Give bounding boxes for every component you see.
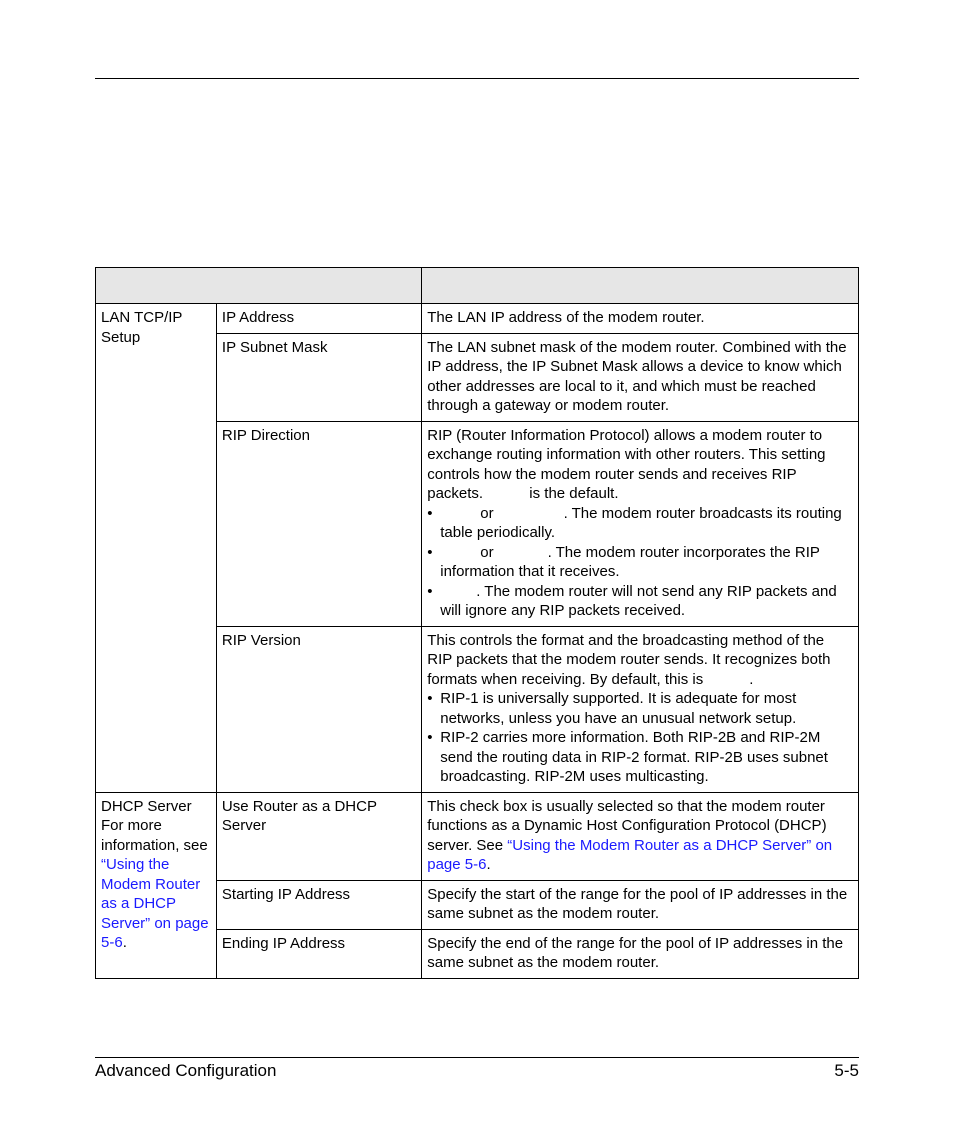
dhcp-group-more: For more information, see [101, 817, 208, 854]
list-item: • RIP-1 is universally supported. It is adequate for most networks, unless you have an unusual network setup. [427, 689, 853, 728]
lan-settings-table [95, 267, 859, 979]
header-description [422, 268, 859, 304]
table-row [96, 304, 859, 334]
setting-desc: The LAN subnet mask of the modem router. Combined with the IP address, the IP Subnet Mask allows a device to know which other addresses are local to it, and which must be reached through a gateway or modem router. [422, 333, 859, 421]
bullet-text: . The modem router incorporates the RIP information that it receives. [440, 543, 820, 580]
footer-page-number: 5-5 [834, 1061, 859, 1080]
bottom-rule [95, 1057, 859, 1058]
bullet-text: . The modem router broadcasts its routing table periodically. [440, 504, 842, 541]
dhcp-group-end: . [122, 934, 127, 951]
use-router-desc: This check box is usually selected so that the modem router functions as a Dynamic Host Configuration Protocol (DHCP) server. See [427, 797, 827, 854]
setting-desc: Specify the end of the range for the pool of IP addresses in the same subnet as the modem router. [422, 929, 859, 978]
setting-name: IP Address [216, 304, 421, 334]
dhcp-group-title: DHCP Server [101, 797, 192, 815]
list-item: • or . The modem router incorporates the RIP information that it receives. [427, 543, 820, 580]
footer-section-title: Advanced Configuration [95, 1061, 277, 1080]
list-item: • RIP-2 carries more information. Both RIP-2B and RIP-2M send the routing data in RIP-2 format. RIP-2B uses subnet broadcasting. RIP-2M uses multicasting. [427, 728, 853, 787]
setting-desc: The LAN IP address of the modem router. [422, 304, 859, 334]
setting-desc [422, 626, 859, 792]
list-item: • or . The modem router broadcasts its routing table periodically. [427, 504, 842, 541]
bullet-or: or [480, 504, 494, 522]
use-router-link[interactable]: “Using the Modem Router as a DHCP Server” on page 5-6 [427, 836, 833, 873]
setting-name: IP Subnet Mask [216, 333, 421, 421]
rip-version-end: . [749, 670, 754, 688]
table-header-row [96, 268, 859, 304]
dhcp-group-link[interactable]: “Using the Modem Router as a DHCP Server” on page 5-6 [101, 856, 209, 951]
top-rule [95, 78, 859, 79]
lan-group-cell: LAN TCP/IP Setup [96, 304, 217, 793]
rip-direction-default: is the default. [529, 485, 619, 502]
rip-direction-intro: RIP (Router Information Protocol) allows a modem router to exchange routing information with other routers. This setting controls how the modem router sends and receives RIP packets. [427, 426, 826, 502]
setting-name: RIP Direction [216, 421, 421, 626]
header-settings [96, 268, 422, 304]
setting-name: Use Router as a DHCP Server [216, 792, 421, 880]
setting-name: Ending IP Address [216, 929, 421, 978]
list-item: • . The modem router will not send any RIP packets and will ignore any RIP packets received. [427, 582, 837, 619]
setting-name: RIP Version [216, 626, 421, 792]
bullet-or: or [480, 543, 494, 561]
use-router-end: . [486, 856, 491, 873]
bullet-text: RIP-1 is universally supported. It is adequate for most networks, unless you have an unusual network setup. [440, 690, 797, 727]
setting-desc [422, 421, 859, 626]
setting-name: Starting IP Address [216, 880, 421, 929]
rip-version-intro: This controls the format and the broadcasting method of the RIP packets that the modem router sends. It recognizes both formats when receiving. By default, this is [427, 631, 831, 688]
setting-desc [422, 792, 859, 880]
bullet-text: . The modem router will not send any RIP packets and will ignore any RIP packets received. [440, 582, 837, 619]
bullet-text: RIP-2 carries more information. Both RIP-2B and RIP-2M send the routing data in RIP-2 format. RIP-2B uses subnet broadcasting. RIP-2M uses multicasting. [440, 729, 828, 785]
dhcp-group-cell [96, 792, 217, 978]
setting-desc: Specify the start of the range for the pool of IP addresses in the same subnet as the modem router. [422, 880, 859, 929]
table-row [96, 792, 859, 880]
